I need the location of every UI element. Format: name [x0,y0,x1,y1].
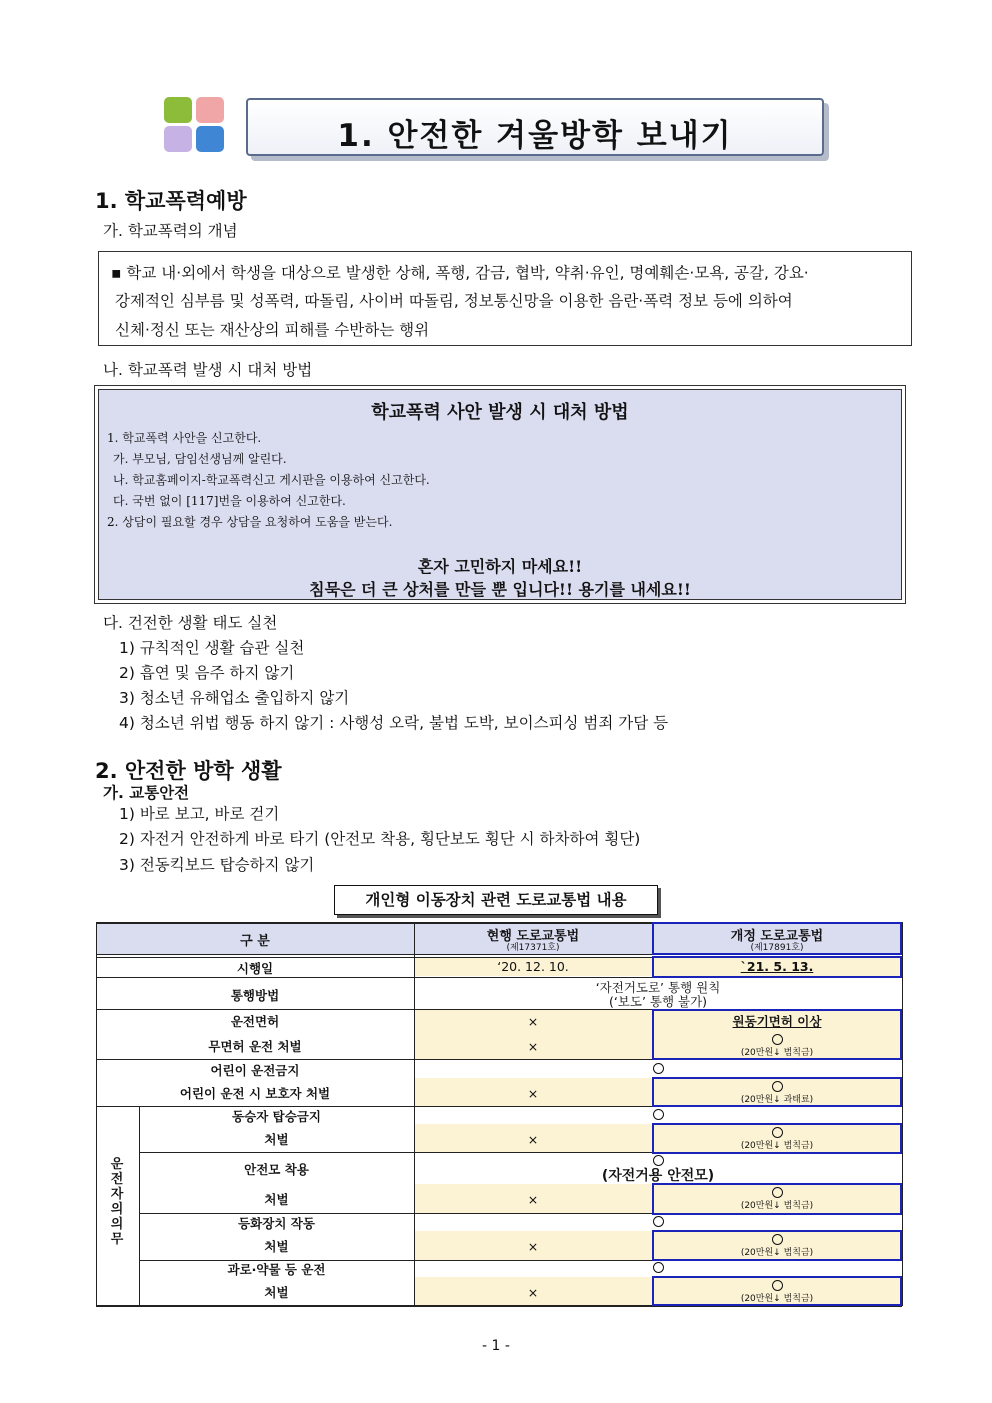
section1-sub-b: 나. 학교폭력 발생 시 대처 방법 [103,361,313,379]
attitude-item: 3) 청소년 유해업소 출입하지 않기 [119,689,350,707]
col-category: 구 분 [240,934,270,949]
definition-line: ▪ 학교 내·외에서 학생을 대상으로 발생한 상해, 폭행, 감금, 협박, 약취·유인, 명예훼손·모욕, 공갈, 강요· [111,264,809,282]
revised-highlight [652,1123,902,1154]
guide-item: 다. 국번 없이 [117]번을 이용하여 신고한다. [113,494,346,508]
row-method-value: ‘자전거도로’ 통행 원칙 [595,980,721,995]
definition-line: 신체·정신 또는 재산상의 피해를 수반하는 행위 [115,321,430,339]
col-revised: 개정 도로교통법 [730,929,824,944]
row-method-value: (‘보도’ 통행 불가) [608,994,708,1009]
x-mark: × [527,1132,539,1147]
helmet-value: (자전거용 안전모) [601,1168,715,1184]
definition-box [98,251,912,346]
guide-item: 1. 학교폭력 사안을 신고한다. [107,431,262,445]
section2-sub-a: 가. 교통안전 [103,784,190,802]
definition-line: 강제적인 심부름 및 성폭력, 따돌림, 사이버 따돌림, 정보통신망을 이용한 음란·폭력 정보 등에 의하여 [115,292,793,310]
fine-note: (20만원↓ 과태료) [740,1095,814,1105]
duty-group-label: 운전자의의무 [110,1157,124,1247]
fine-note: (20만원↓ 범칙금) [740,1201,814,1211]
helmet-label: 안전모 착용 [244,1162,309,1177]
x-mark: × [527,1192,539,1207]
revised-highlight [652,1009,902,1060]
section2-heading: 2. 안전한 방학 생활 [95,759,282,783]
title-banner [246,98,824,156]
response-guide-box [94,385,906,604]
fine-note: (20만원↓ 범칙금) [740,1141,814,1151]
child-ban-label: 어린이 운전금지 [210,1063,300,1078]
revised-highlight [652,1230,902,1261]
circle-mark [414,1062,902,1077]
revised-highlight [652,1183,902,1215]
fine-note: (20만원↓ 범칙금) [740,1294,814,1304]
light-label: 등화장치 작동 [238,1216,315,1231]
logo-square-blue [196,126,224,152]
child-punish-label: 어린이 운전 시 보호자 처벌 [179,1086,331,1101]
punish-label: 처벌 [264,1239,289,1254]
guide-item: 나. 학교홈페이지-학교폭력신고 게시판을 이용하여 신고한다. [113,473,430,487]
revised-highlight [652,922,902,955]
punish-label: 처벌 [264,1285,289,1300]
guide-item: 가. 부모님, 담임선생님께 알린다. [113,452,287,466]
row-method-label: 통행방법 [230,988,280,1003]
punish-label: 처벌 [264,1192,289,1207]
guide-title: 학교폭력 사안 발생 시 대처 방법 [371,402,629,423]
attitude-item: 1) 규칙적인 생활 습관 실천 [119,639,305,657]
x-mark: × [527,1086,539,1101]
fine-note: (20만원↓ 범칙금) [740,1048,814,1058]
row-date-current: ‘20. 12. 10. [497,959,569,974]
license-current: × [527,1014,539,1029]
revised-highlight [652,956,902,978]
fine-note: (20만원↓ 범칙금) [740,1248,814,1258]
license-revised: 원동기면허 이상 [732,1014,822,1029]
section1-sub-a: 가. 학교폭력의 개념 [103,222,238,240]
section1-heading: 1. 학교폭력예방 [95,189,247,213]
page-number: - 1 - [482,1338,510,1354]
passenger-label: 동승자 탑승금지 [232,1109,321,1124]
circle-mark [414,1215,902,1230]
row-date-revised: `21. 5. 13. [740,959,814,974]
col-current-no: (제17371호) [506,943,560,953]
logo-square-pink [196,97,224,123]
col-revised-no: (제17891호) [750,943,804,953]
guide-emphasis: 침묵은 더 큰 상처를 만들 뿐 입니다!! 용기를 내세요!! [309,580,691,599]
logo-square-lavender [164,126,192,152]
guide-emphasis: 혼자 고민하지 마세요!! [417,557,583,576]
drunk-label: 과로·약물 등 운전 [227,1262,326,1277]
revised-highlight [652,1077,902,1107]
logo-square-green [164,97,192,123]
row-date-label: 시행일 [236,961,274,976]
traffic-law-table [96,922,902,1306]
traffic-item: 2) 자전거 안전하게 바로 타기 (안전모 착용, 횡단보도 횡단 시 하차하여 횡단) [119,830,641,848]
table-caption: 개인형 이동장치 관련 도로교통법 내용 [334,885,658,915]
guide-item: 2. 상담이 필요할 경우 상담을 요청하여 도움을 받는다. [107,515,393,529]
attitude-item: 2) 흡연 및 음주 하지 않기 [119,664,295,682]
x-mark: × [527,1285,539,1300]
punish-label: 처벌 [264,1132,289,1147]
x-mark: × [527,1239,539,1254]
attitude-item: 4) 청소년 위법 행동 하지 않기 : 사행성 오락, 불법 도박, 보이스피싱 범죄 가담 등 [119,714,669,732]
circle-mark [414,1108,902,1123]
license-label: 운전면허 [230,1014,280,1029]
page-title: 1. 안전한 겨울방학 보내기 [337,118,733,154]
traffic-item: 3) 전동킥보드 탑승하지 않기 [119,856,315,874]
section1-sub-c: 다. 건전한 생활 태도 실천 [103,614,278,632]
col-current: 현행 도로교통법 [486,929,580,944]
nolicense-current: × [527,1039,539,1054]
traffic-item: 1) 바로 보고, 바로 걷기 [119,805,280,823]
circle-mark [414,1261,902,1276]
revised-highlight [652,1276,902,1306]
nolicense-label: 무면허 운전 처벌 [208,1039,302,1054]
